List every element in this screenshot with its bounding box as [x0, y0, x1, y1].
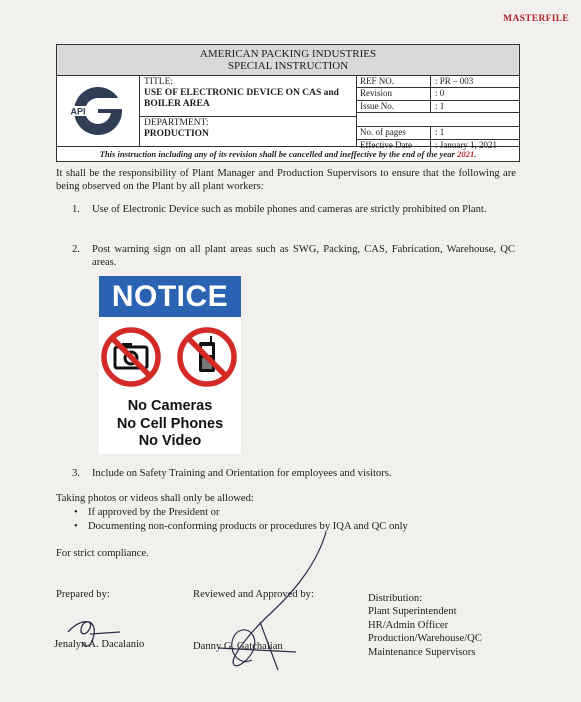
header-title-bar	[57, 45, 519, 76]
issue-label: Issue No.	[357, 101, 431, 112]
list-text: Post warning sign on all plant areas such as SWG, Packing, CAS, Fabrication, Warehouse, QC areas.	[92, 244, 515, 268]
distribution-item: Plant Superintendent	[368, 606, 457, 618]
distribution-label: Distribution:	[368, 593, 423, 604]
photo-allowance-text: Taking photos or videos shall only be allowed:	[56, 493, 254, 504]
issue-value: : 1	[435, 100, 445, 111]
ref-no-value: : PR – 003	[435, 76, 474, 86]
revision-note-year: 2021	[457, 149, 475, 159]
prohibition-icons	[99, 324, 241, 394]
effective-date-value: : January 1, 2021	[435, 139, 497, 150]
notice-sign	[99, 276, 241, 454]
approver-signature	[208, 530, 358, 680]
notice-line-phones: No Cell Phones	[116, 415, 224, 432]
revision-value: : 0	[435, 88, 445, 99]
prepared-by-label: Prepared by:	[56, 589, 110, 600]
distribution-item: HR/Admin Officer	[368, 619, 449, 631]
list-text: Include on Safety Training and Orientation for employees and visitors.	[92, 468, 392, 479]
header-table	[56, 44, 520, 162]
pages-label: No. of pages	[357, 127, 431, 138]
ref-no-label: REF NO.	[357, 76, 431, 87]
notice-line-cameras: No Cameras	[127, 398, 213, 414]
company-name: AMERICAN PACKING INDUSTRIES	[199, 48, 377, 60]
effective-date-label: Effective Date	[357, 140, 431, 151]
list-item	[72, 243, 515, 269]
notice-heading: NOTICE	[99, 276, 241, 317]
revision-label: Revision	[357, 88, 431, 99]
distribution-item: Maintenance Supervisors	[368, 646, 476, 658]
list-number: 3.	[72, 468, 80, 479]
distribution-item: Production/Warehouse/QC	[368, 633, 482, 645]
list-number: 1.	[72, 204, 80, 215]
intro-paragraph: It shall be the responsibility of Plant Manager and Production Supervisors to ensure that the following are being observed on the Plant by all plant workers:	[56, 168, 516, 192]
distribution-block	[368, 592, 482, 659]
svg-text:API: API	[70, 106, 86, 117]
list-item	[72, 467, 515, 480]
department-label: DEPARTMENT:	[144, 118, 209, 128]
list-number: 2.	[72, 244, 80, 255]
pages-value: : 1	[435, 127, 445, 138]
preparer-name: Jenalyn A. Dacalanio	[54, 639, 145, 650]
title-value: USE OF ELECTRONIC DEVICE ON CAS and BOILER AREA	[144, 88, 339, 109]
company-logo	[57, 76, 140, 146]
notice-line-video: No Video	[138, 433, 202, 449]
department-box	[140, 117, 356, 146]
revision-note: This instruction including any of its revision shall be cancelled and ineffective by the end of the year 2021.	[99, 149, 477, 159]
no-camera-icon	[104, 330, 158, 384]
approver-name: Danny G. Gatchalian	[193, 641, 283, 652]
bullet-item: • Documenting non-conforming products or procedures by IQA and QC only	[74, 520, 408, 532]
allowance-list	[74, 506, 408, 533]
reviewed-by-label: Reviewed and Approved by:	[193, 589, 314, 600]
title-label: TITLE:	[144, 77, 174, 87]
compliance-text: For strict compliance.	[56, 548, 149, 559]
title-box	[140, 76, 356, 117]
department-value: PRODUCTION	[144, 129, 209, 139]
no-cell-phone-icon	[180, 330, 234, 384]
document-type: SPECIAL INSTRUCTION	[227, 60, 349, 72]
api-logo-icon	[65, 84, 131, 138]
list-text: Use of Electronic Device such as mobile phones and cameras are strictly prohibited on Plant.	[92, 204, 487, 215]
list-item	[72, 203, 515, 216]
bullet-item: • If approved by the President or	[74, 507, 220, 518]
masterfile-stamp: MASTERFILE	[503, 14, 569, 24]
reference-box	[357, 76, 519, 150]
